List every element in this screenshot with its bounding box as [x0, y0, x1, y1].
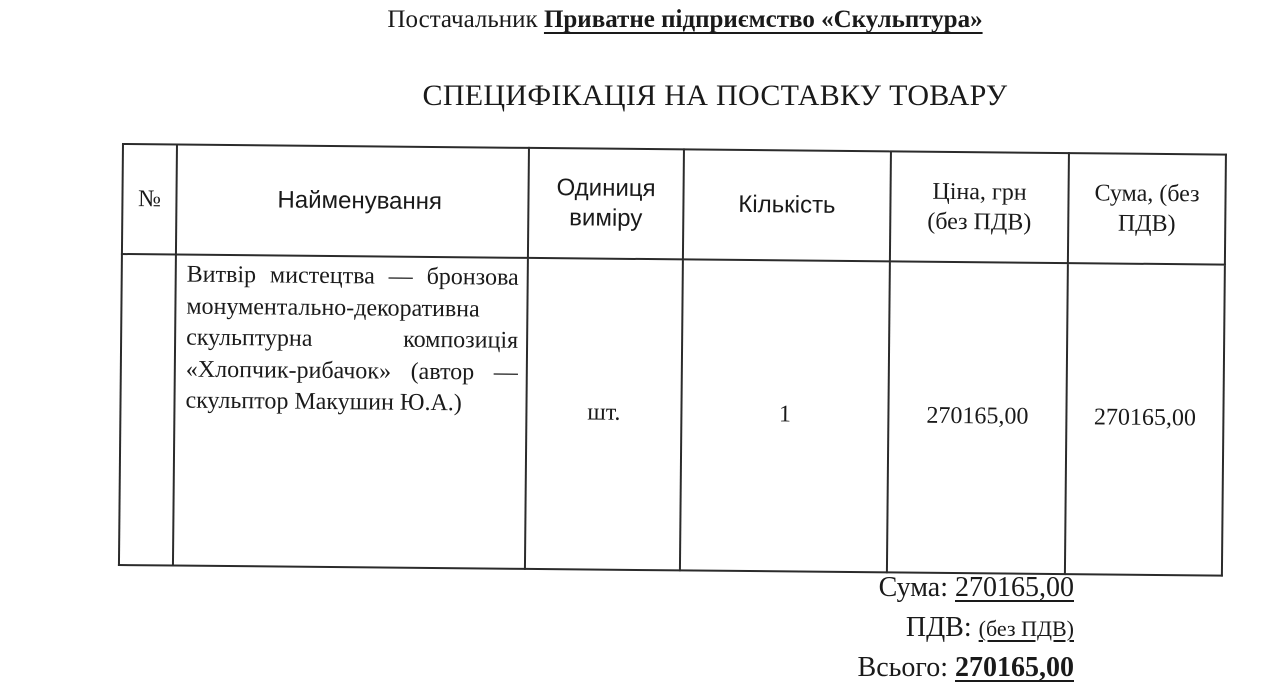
vat-label: ПДВ: [905, 612, 972, 643]
supplier-name: Приватне підприємство «Скульптура» [543, 6, 983, 33]
sum-label: Сума: [878, 572, 948, 603]
header-name: Найменування [176, 145, 529, 258]
header-quantity: Кількість [683, 149, 891, 261]
cell-quantity: 1 [680, 259, 890, 572]
totals-block [858, 568, 1074, 688]
total-value: 270165,00 [955, 652, 1074, 683]
header-price: Ціна, грн (без ПДВ) [890, 151, 1069, 263]
total-label: Всього: [857, 652, 948, 683]
specification-table [118, 143, 1227, 577]
header-unit: Одиниця виміру [528, 148, 684, 259]
supplier-label: Постачальник [387, 6, 538, 33]
table-header-row [122, 144, 1226, 265]
header-sum: Сума, (без ПДВ) [1068, 153, 1226, 265]
cell-sum: 270165,00 [1065, 263, 1225, 575]
document-title: СПЕЦИФІКАЦІЯ НА ПОСТАВКУ ТОВАРУ [422, 79, 1008, 112]
table-row [119, 254, 1225, 576]
cell-number [119, 254, 176, 566]
header-number: № [122, 144, 177, 255]
totals-total-row [858, 648, 1074, 688]
sum-value: 270165,00 [955, 572, 1074, 603]
supplier-line [0, 2, 1280, 38]
totals-sum-row [858, 568, 1074, 608]
cell-price: 270165,00 [887, 261, 1068, 574]
cell-name: Витвір мистецтва — бронзова монументально-декоративна скульптурна композиція «Хлопчик-рибачок» (автор — скульптор Макушин Ю.А.) [173, 255, 528, 569]
vat-value: (без ПДВ) [978, 616, 1074, 641]
cell-unit: шт. [525, 258, 683, 570]
totals-vat-row [858, 608, 1074, 648]
